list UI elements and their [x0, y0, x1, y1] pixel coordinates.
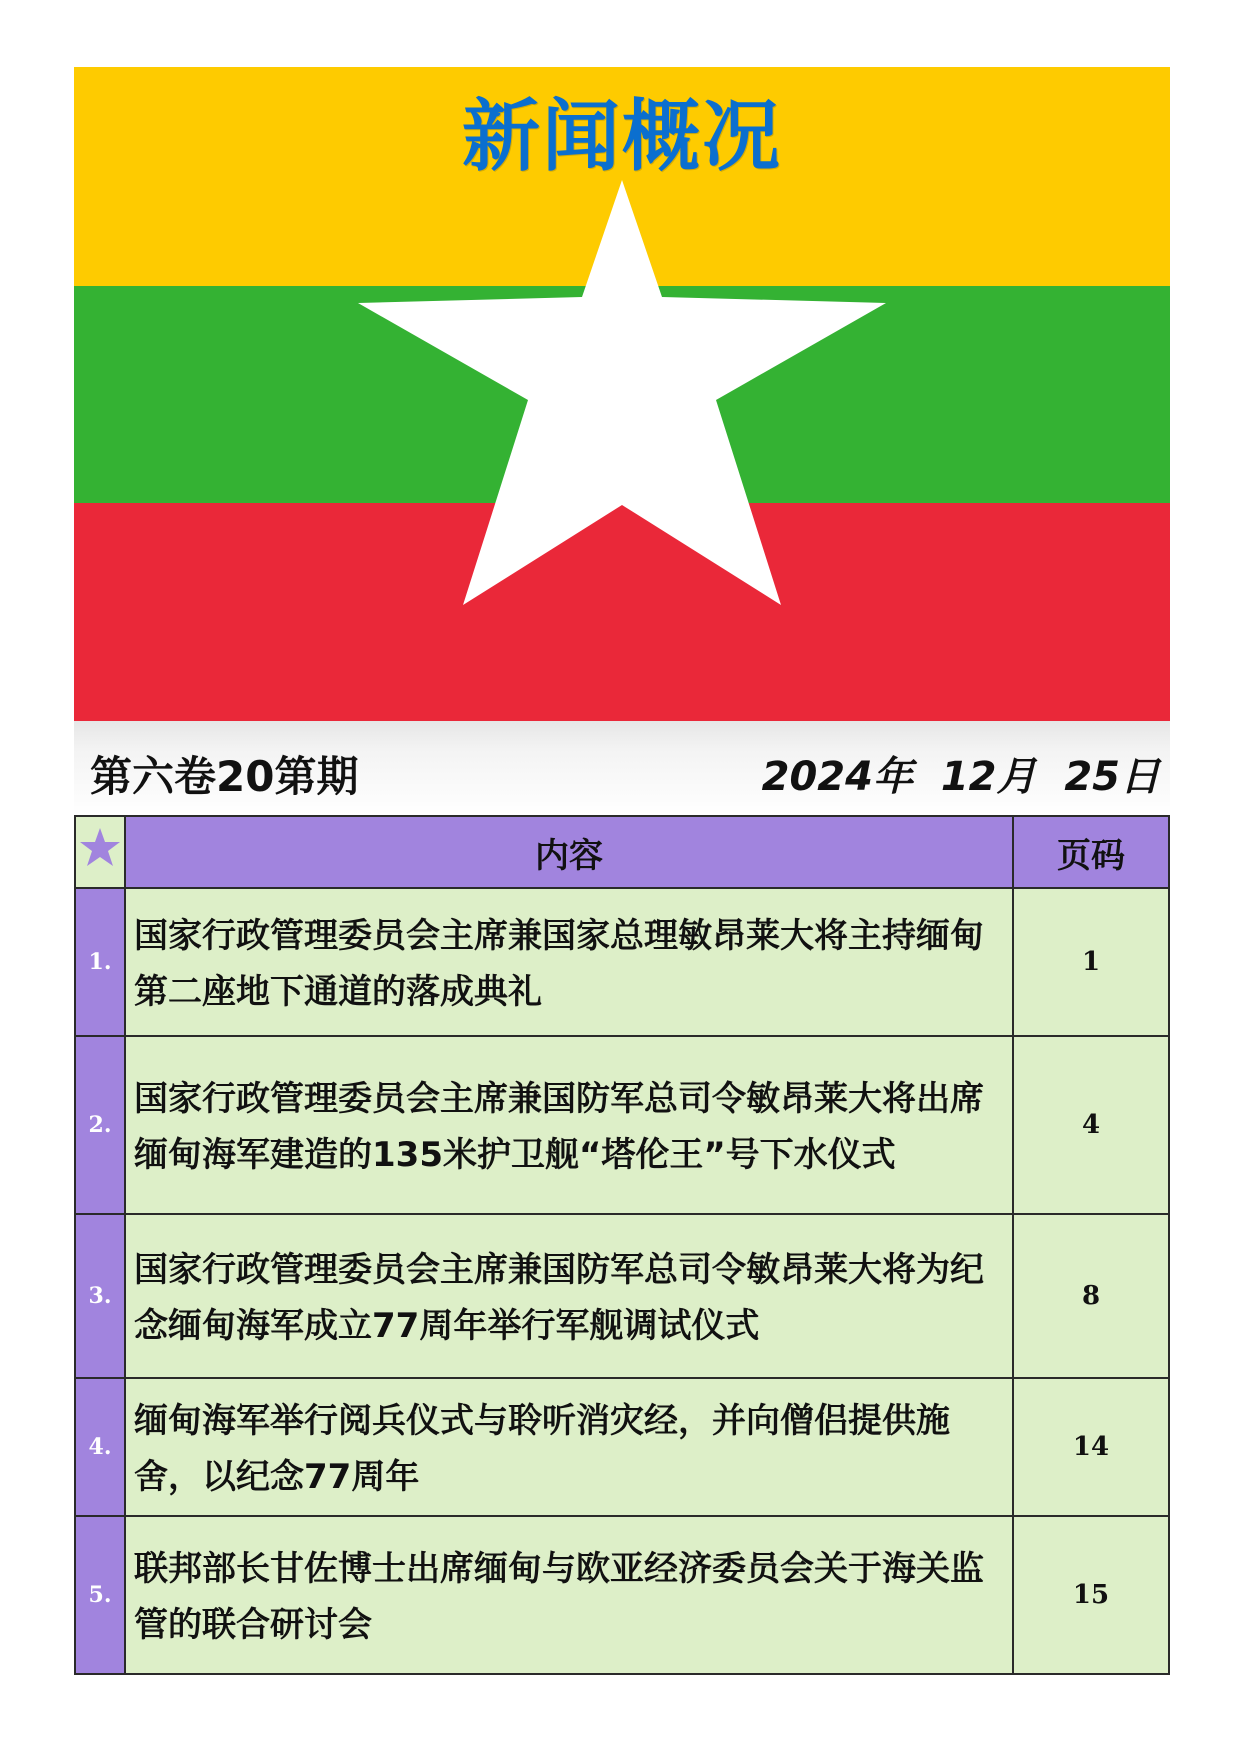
toc-header-star-cell: [75, 816, 125, 888]
issue-info-bar: [74, 721, 1170, 815]
item-number: 2.: [75, 1036, 125, 1214]
item-title[interactable]: 国家行政管理委员会主席兼国防军总司令敏昂莱大将出席缅甸海军建造的135米护卫舰“塔伦王”号下水仪式: [125, 1036, 1013, 1214]
table-of-contents: [74, 815, 1170, 1675]
item-title[interactable]: 联邦部长甘佐博士出席缅甸与欧亚经济委员会关于海关监管的联合研讨会: [125, 1516, 1013, 1674]
table-row[interactable]: [75, 1036, 1169, 1214]
item-number: 1.: [75, 888, 125, 1036]
item-page-number[interactable]: 4: [1013, 1036, 1169, 1214]
myanmar-flag-banner: [74, 67, 1170, 721]
toc-content-header: 内容: [125, 816, 1013, 888]
issue-date: 2024年 12月 25日: [761, 754, 1160, 800]
item-page-number[interactable]: 15: [1013, 1516, 1169, 1674]
item-page-number[interactable]: 14: [1013, 1378, 1169, 1516]
table-row[interactable]: [75, 888, 1169, 1036]
item-title[interactable]: 国家行政管理委员会主席兼国防军总司令敏昂莱大将为纪念缅甸海军成立77周年举行军舰调试仪式: [125, 1214, 1013, 1378]
newsletter-title: 新闻概况: [461, 92, 782, 182]
item-number: 4.: [75, 1378, 125, 1516]
item-title[interactable]: 缅甸海军举行阅兵仪式与聆听消灾经，并向僧侣提供施舍，以纪念77周年: [125, 1378, 1013, 1516]
purple-star-icon: [78, 826, 122, 870]
flag-star-shape: [358, 180, 886, 605]
table-row[interactable]: [75, 1378, 1169, 1516]
item-number: 3.: [75, 1214, 125, 1378]
item-page-number[interactable]: 8: [1013, 1214, 1169, 1378]
table-row[interactable]: [75, 1516, 1169, 1674]
toc-page-header: 页码: [1013, 816, 1169, 888]
item-page-number[interactable]: 1: [1013, 888, 1169, 1036]
toc-header-row: [75, 816, 1169, 888]
toc-star-shape: [80, 828, 120, 866]
item-title[interactable]: 国家行政管理委员会主席兼国家总理敏昂莱大将主持缅甸第二座地下通道的落成典礼: [125, 888, 1013, 1036]
item-number: 5.: [75, 1516, 125, 1674]
table-row[interactable]: [75, 1214, 1169, 1378]
volume-issue-label: 第六卷20第期: [90, 752, 359, 801]
